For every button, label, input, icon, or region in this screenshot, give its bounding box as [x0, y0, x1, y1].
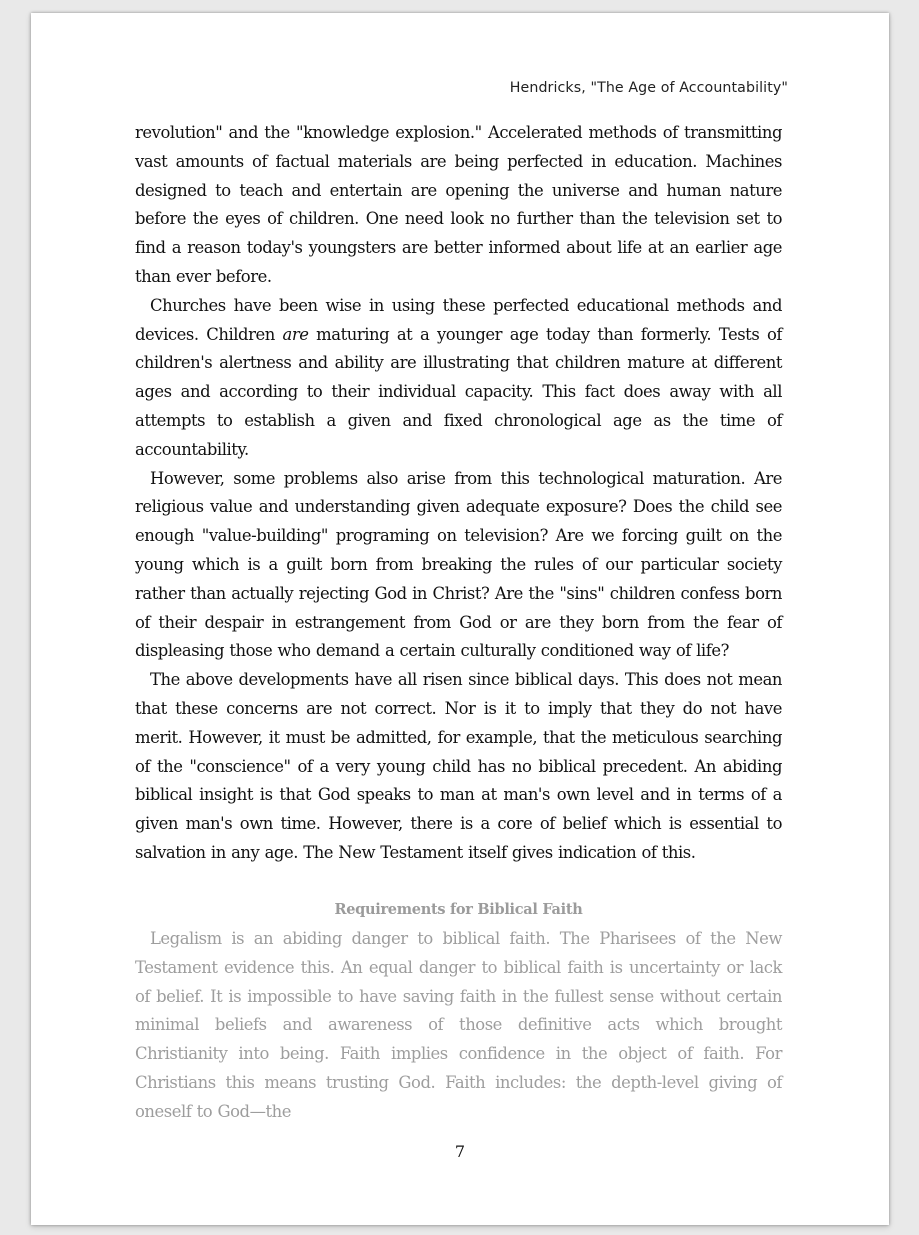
page-number: 7: [454, 1142, 466, 1161]
section-heading: Requirements for Biblical Faith: [334, 901, 583, 918]
paragraph-churches-end: maturing at a younger age today than formerly. Tests of children's alertness and ability are illustrating that children mature at different ages and according to their individual capacity. This fact does away with all attempts to establish a given and fixed chronological age as the time of accountability.: [135, 324, 782, 459]
paragraph-churches-start: Churches have been wise in using these perfected educational methods and devices. Children: [135, 295, 782, 344]
running-header: Hendricks, "The Age of Accountability": [509, 80, 788, 96]
paragraph-problems: However, some problems also arise from this technological maturation. Are religious value and understanding given adequate exposure? Does the child see enough "value-building" programing on television? Are we forcing guilt on the young which is a guilt born from breaking the rules of our particular society rather than actually rejecting God in Christ? Are the "sins" children confess born of their despair in estrangement from God or are they born from the fear of displeasing those who demand a certain culturally conditioned way of life?: [135, 468, 782, 661]
paragraph-continued: revolution" and the "knowledge explosion." Accelerated methods of transmitting vast amounts of factual materials are being perfected in education. Machines designed to teach and entertain are opening the universe and human nature before the eyes of children. One need look no further than the television set to find a reason today's youngsters are better informed about life at an earlier age than ever before.: [135, 123, 782, 286]
paragraph-developments: The above developments have all risen since biblical days. This does not mean that these concerns are not correct. Nor is it to imply that they do not have merit. However, it must be admitted, for example, that the meticulous searching of the "conscience" of a very young child has no biblical precedent. An abiding biblical insight is that God speaks to man at man's own level and in terms of a given man's own time. However, there is a core of belief which is essential to salvation in any age. The New Testament itself gives indication of this.: [135, 670, 782, 862]
paragraph-churches: [135, 292, 782, 465]
document-page: [31, 13, 889, 1225]
paragraph-legalism: Legalism is an abiding danger to biblical faith. The Pharisees of the New Testament evidence this. An equal danger to biblical faith is uncertainty or lack of belief. It is impossible to have saving faith in the fullest sense without certain minimal beliefs and awareness of those definitive acts which brought Christianity into being. Faith implies confidence in the object of faith. For Christians this means trusting God. Faith includes: the depth-level giving of oneself to God—the: [135, 929, 782, 1121]
body-text: [135, 119, 782, 868]
emphasis-are: are: [282, 324, 309, 344]
faded-section-text: [135, 925, 782, 1127]
